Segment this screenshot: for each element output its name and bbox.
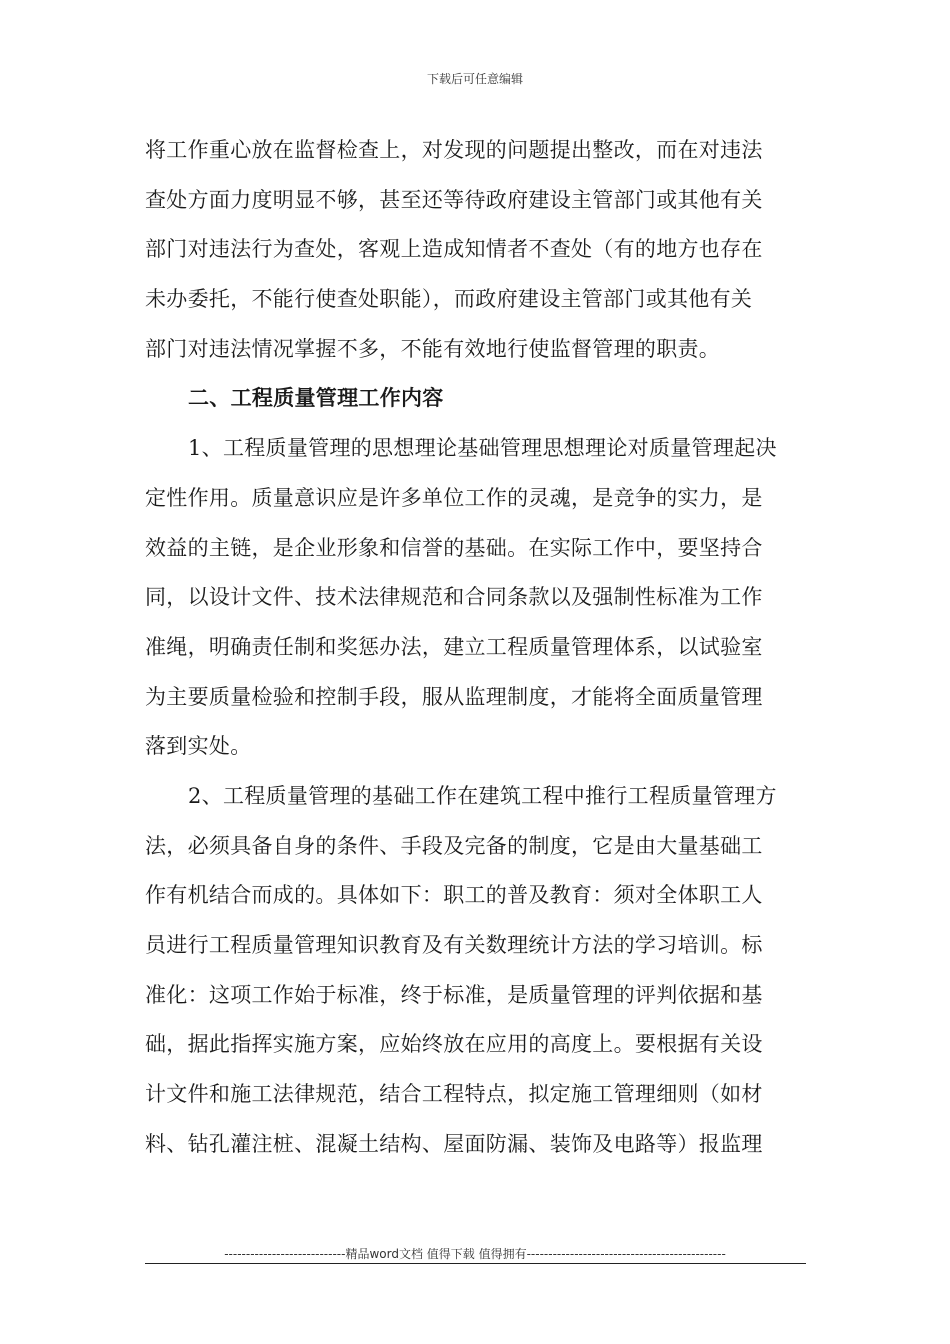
document-body bbox=[145, 126, 809, 1169]
text-line: 将工作重心放在监督检查上，对发现的问题提出整改，而在对违法 bbox=[145, 138, 763, 162]
text-line: 落到实处。 bbox=[145, 734, 252, 759]
text-line: 准绳，明确责任制和奖惩办法，建立工程质量管理体系，以试验室 bbox=[145, 634, 763, 659]
text-line: 未办委托，不能行使查处职能），而政府建设主管部门或其他有关 bbox=[145, 287, 753, 312]
text-line: 查处方面力度明显不够，甚至还等待政府建设主管部门或其他有关 bbox=[145, 187, 763, 212]
text-line: 作有机结合而成的。具体如下：职工的普及教育：须对全体职工人 bbox=[145, 883, 763, 908]
text-line: 料、钻孔灌注桩、混凝土结构、屋面防漏、装饰及电路等）报监理 bbox=[145, 1131, 763, 1156]
text-line: 员进行工程质量管理知识教育及有关数理统计方法的学习培训。标 bbox=[145, 933, 763, 957]
text-line: 础，据此指挥实施方案，应始终放在应用的高度上。要根据有关设 bbox=[145, 1032, 763, 1057]
paragraph-start: 2、工程质量管理的基础工作在建筑工程中推行工程质量管理方 bbox=[188, 783, 777, 808]
paragraph-start: 1、工程质量管理的思想理论基础管理思想理论对质量管理起决 bbox=[188, 436, 777, 461]
text-line: 同，以设计文件、技术法律规范和合同条款以及强制性标准为工作 bbox=[145, 585, 763, 610]
section-heading: 二、工程质量管理工作内容 bbox=[188, 386, 444, 411]
text-line: 法，必须具备自身的条件、手段及完备的制度，它是由大量基础工 bbox=[145, 833, 763, 858]
header-note: 下载后可任意编辑 bbox=[426, 72, 523, 86]
footer-rule bbox=[145, 1263, 806, 1264]
text-line: 计文件和施工法律规范，结合工程特点，拟定施工管理细则（如材 bbox=[145, 1082, 763, 1107]
text-line: 效益的主链，是企业形象和信誉的基础。在实际工作中，要坚持合 bbox=[145, 535, 763, 560]
text-line: 部门对违法情况掌握不多，不能有效地行使监督管理的职责。 bbox=[145, 336, 721, 361]
text-line: 准化：这项工作始于标准，终于标准，是质量管理的评判依据和基 bbox=[145, 982, 763, 1007]
text-line: 部门对违法行为查处，客观上造成知情者不查处（有的地方也存在 bbox=[145, 237, 763, 262]
text-line: 为主要质量检验和控制手段，服从监理制度，才能将全面质量管理 bbox=[145, 684, 763, 709]
text-line: 定性作用。质量意识应是许多单位工作的灵魂，是竞争的实力，是 bbox=[145, 485, 763, 510]
footer-text: ----------------------------精品word文档 值得下载 值得拥有---------------------------------------------- bbox=[224, 1247, 726, 1261]
